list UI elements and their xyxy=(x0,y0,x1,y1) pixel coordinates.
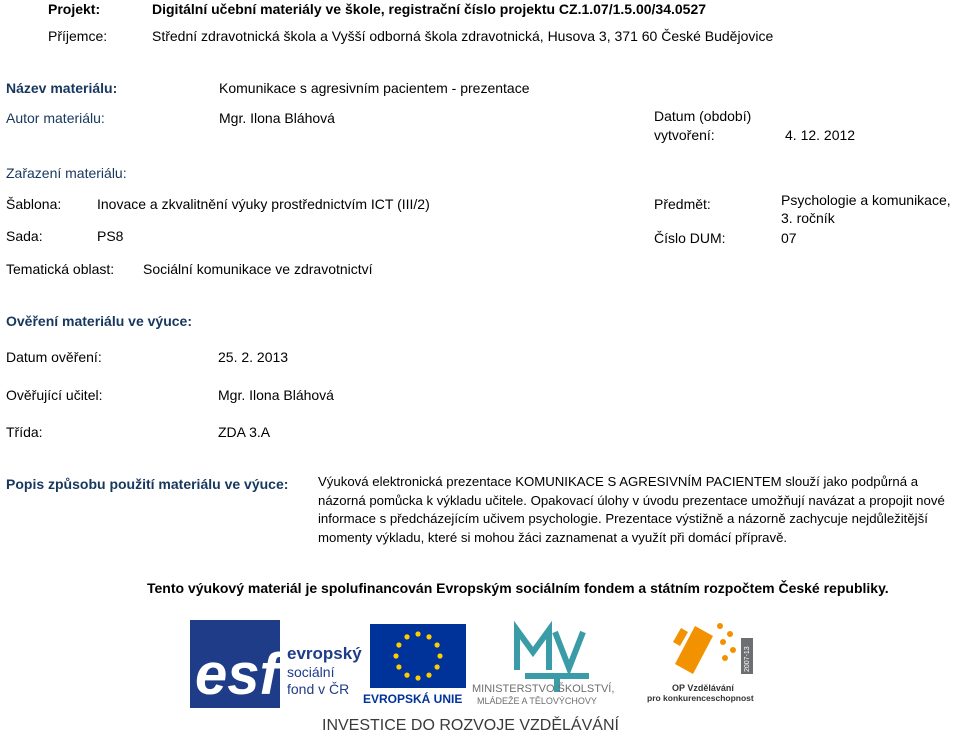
esf-line2: sociální xyxy=(287,664,335,680)
datum-overeni-label: Datum ověření: xyxy=(6,349,102,365)
eu-star-icon xyxy=(426,673,431,678)
eu-label: EVROPSKÁ UNIE xyxy=(363,692,463,706)
eu-star-icon xyxy=(437,653,442,658)
predmet-value-1: Psychologie a komunikace, xyxy=(781,192,951,208)
eu-star-icon xyxy=(435,642,440,647)
funding-statement: Tento výukový materiál je spolufinancován Evropským sociálním fondem a státním rozpočtem České republiky. xyxy=(147,580,889,596)
popis-label: Popis způsobu použití materiálu ve výuce: xyxy=(6,476,289,492)
funding-logos xyxy=(185,612,765,734)
op-line1: OP Vzdělávání xyxy=(672,683,734,693)
popis-text: Výuková elektronická prezentace KOMUNIKACE S AGRESIVNÍM PACIENTEM slouží jako podpůrná a názorná pomůcka k výkladu učitele. Opakovací úlohy v úvodu prezentace umožňují navázat a propojit nové informace s předcházejícím učivem psychologie. Prezentace výstižně a názorně zachycuje nejdůležitější momenty výkladu, které si mohou žáci zaznamenat a využít při domácí přípravě. xyxy=(318,474,945,545)
sablona-value: Inovace a zkvalitnění výuky prostřednictvím ICT (III/2) xyxy=(97,196,430,212)
op-vk-mark-icon xyxy=(673,623,753,674)
eu-star-icon xyxy=(396,664,401,669)
eu-star-icon xyxy=(415,631,420,636)
eu-star-icon xyxy=(415,675,420,680)
sada-label: Sada: xyxy=(6,228,43,244)
svg-text:esf: esf xyxy=(195,642,279,707)
cislo-dum-label: Číslo DUM: xyxy=(654,230,726,246)
predmet-value-2: 3. ročník xyxy=(781,210,835,226)
sablona-label: Šablona: xyxy=(6,196,62,212)
predmet-label: Předmět: xyxy=(654,196,711,212)
esf-logo xyxy=(190,620,362,708)
autor-label: Autor materiálu: xyxy=(6,110,105,126)
eu-star-icon xyxy=(396,642,401,647)
op-vk-logo xyxy=(647,623,754,703)
datum-vytvoreni-label-1: Datum (období) xyxy=(654,108,752,124)
overujici-ucitel-label: Ověřující učitel: xyxy=(6,387,103,403)
msmt-line1: MINISTERSTVO ŠKOLSTVÍ, xyxy=(472,683,615,695)
eu-star-icon xyxy=(404,634,409,639)
esf-line3: fond v ČR xyxy=(287,681,350,697)
op-line2: pro konkurenceschopnost xyxy=(647,693,754,703)
overeni-heading: Ověření materiálu ve výuce: xyxy=(6,313,192,329)
projekt-label: Projekt: xyxy=(48,1,101,17)
eu-star-icon xyxy=(404,673,409,678)
eu-star-icon xyxy=(435,664,440,669)
trida-label: Třída: xyxy=(6,424,43,440)
nazev-label: Název materiálu: xyxy=(6,80,118,96)
tematicka-oblast-label: Tematická oblast: xyxy=(6,261,115,277)
overujici-ucitel-value: Mgr. Ilona Bláhová xyxy=(218,387,334,403)
autor-value: Mgr. Ilona Bláhová xyxy=(219,110,335,126)
zarazeni-heading: Zařazení materiálu: xyxy=(6,165,127,181)
datum-vytvoreni-label-2: vytvoření: xyxy=(654,127,715,143)
eu-star-icon xyxy=(426,634,431,639)
msmt-logo xyxy=(472,630,614,706)
datum-overeni-value: 25. 2. 2013 xyxy=(218,349,289,365)
nazev-value: Komunikace s agresivním pacientem - prezentace xyxy=(219,80,530,96)
esf-line1: evropský xyxy=(287,644,362,663)
datum-vytvoreni-value: 4. 12. 2012 xyxy=(785,127,856,143)
cislo-dum-value: 07 xyxy=(781,230,797,246)
trida-value: ZDA 3.A xyxy=(218,424,271,440)
prijemce-value: Střední zdravotnická škola a Vyšší odborná škola zdravotnická, Husova 3, 371 60 České Budějovice xyxy=(152,28,774,44)
projekt-value: Digitální učební materiály ve škole, registrační číslo projektu CZ.1.07/1.5.00/34.0527 xyxy=(152,1,707,17)
eu-star-icon xyxy=(393,653,398,658)
eu-logo xyxy=(363,624,466,706)
msmt-line2: MLÁDEŽE A TĚLOVÝCHOVY xyxy=(477,696,597,706)
investice-text: INVESTICE DO ROZVOJE VZDĚLÁVÁNÍ xyxy=(322,717,619,734)
sada-value: PS8 xyxy=(97,228,124,244)
tematicka-oblast-value: Sociální komunikace ve zdravotnictví xyxy=(143,261,373,277)
op-badge: 2007-13 xyxy=(744,646,751,672)
prijemce-label: Příjemce: xyxy=(48,28,108,44)
